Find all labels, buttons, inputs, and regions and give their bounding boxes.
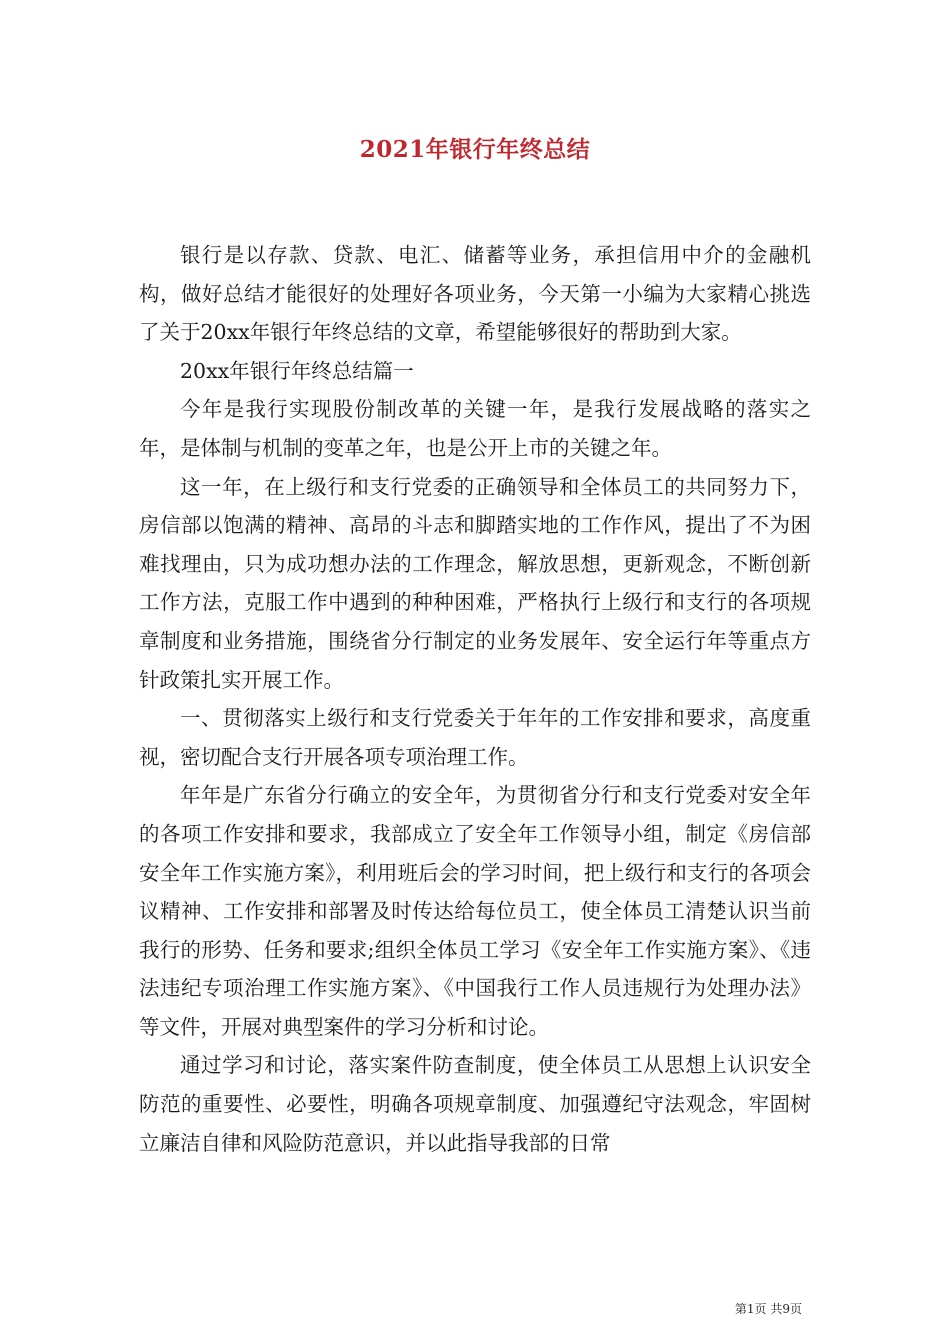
paragraph: 年年是广东省分行确立的安全年，为贯彻省分行和支行党委对安全年的各项工作安排和要求，我部成立了安全年工作领导小组，制定《房信部安全年工作实施方案》，利用班后会的学习时间，把上级行和支行的各项会议精神、工作安排和部署及时传达给每位员工，使全体员工清楚认识当前我行的形势、任务和要求;组织全体员工学习《安全年工作实施方案》、《违法违纪专项治理工作实施方案》、《中国我行工作人员违规行为处理办法》等文件，开展对典型案件的学习分析和讨论。 xyxy=(139,783,811,1039)
paragraph: 银行是以存款、贷款、电汇、储蓄等业务，承担信用中介的金融机构，做好总结才能很好的处理好各项业务，今天第一小编为大家精心挑选了关于20xx年银行年终总结的文章，希望能够很好的帮助到大家。 xyxy=(139,243,811,345)
page-number: 第1页 共9页 xyxy=(734,1302,802,1316)
section-heading: 20xx年银行年终总结篇一 xyxy=(180,358,414,383)
paragraph: 一、贯彻落实上级行和支行党委关于年年的工作安排和要求，高度重视，密切配合支行开展各项专项治理工作。 xyxy=(139,706,811,769)
paragraph: 这一年，在上级行和支行党委的正确领导和全体员工的共同努力下，房信部以饱满的精神、高昂的斗志和脚踏实地的工作作风，提出了不为困难找理由，只为成功想办法的工作理念，解放思想，更新观念，不断创新工作方法，克服工作中遇到的种种困难，严格执行上级行和支行的各项规章制度和业务措施，围绕省分行制定的业务发展年、安全运行年等重点方针政策扎实开展工作。 xyxy=(139,474,811,692)
document-body xyxy=(139,236,811,1162)
paragraph: 今年是我行实现股份制改革的关键一年，是我行发展战略的落实之年，是体制与机制的变革之年，也是公开上市的关键之年。 xyxy=(139,397,811,460)
paragraph: 通过学习和讨论，落实案件防查制度，使全体员工从思想上认识安全防范的重要性、必要性，明确各项规章制度、加强遵纪守法观念，牢固树立廉洁自律和风险防范意识，并以此指导我部的日常 xyxy=(139,1053,811,1155)
document-title: 2021年银行年终总结 xyxy=(359,136,591,163)
